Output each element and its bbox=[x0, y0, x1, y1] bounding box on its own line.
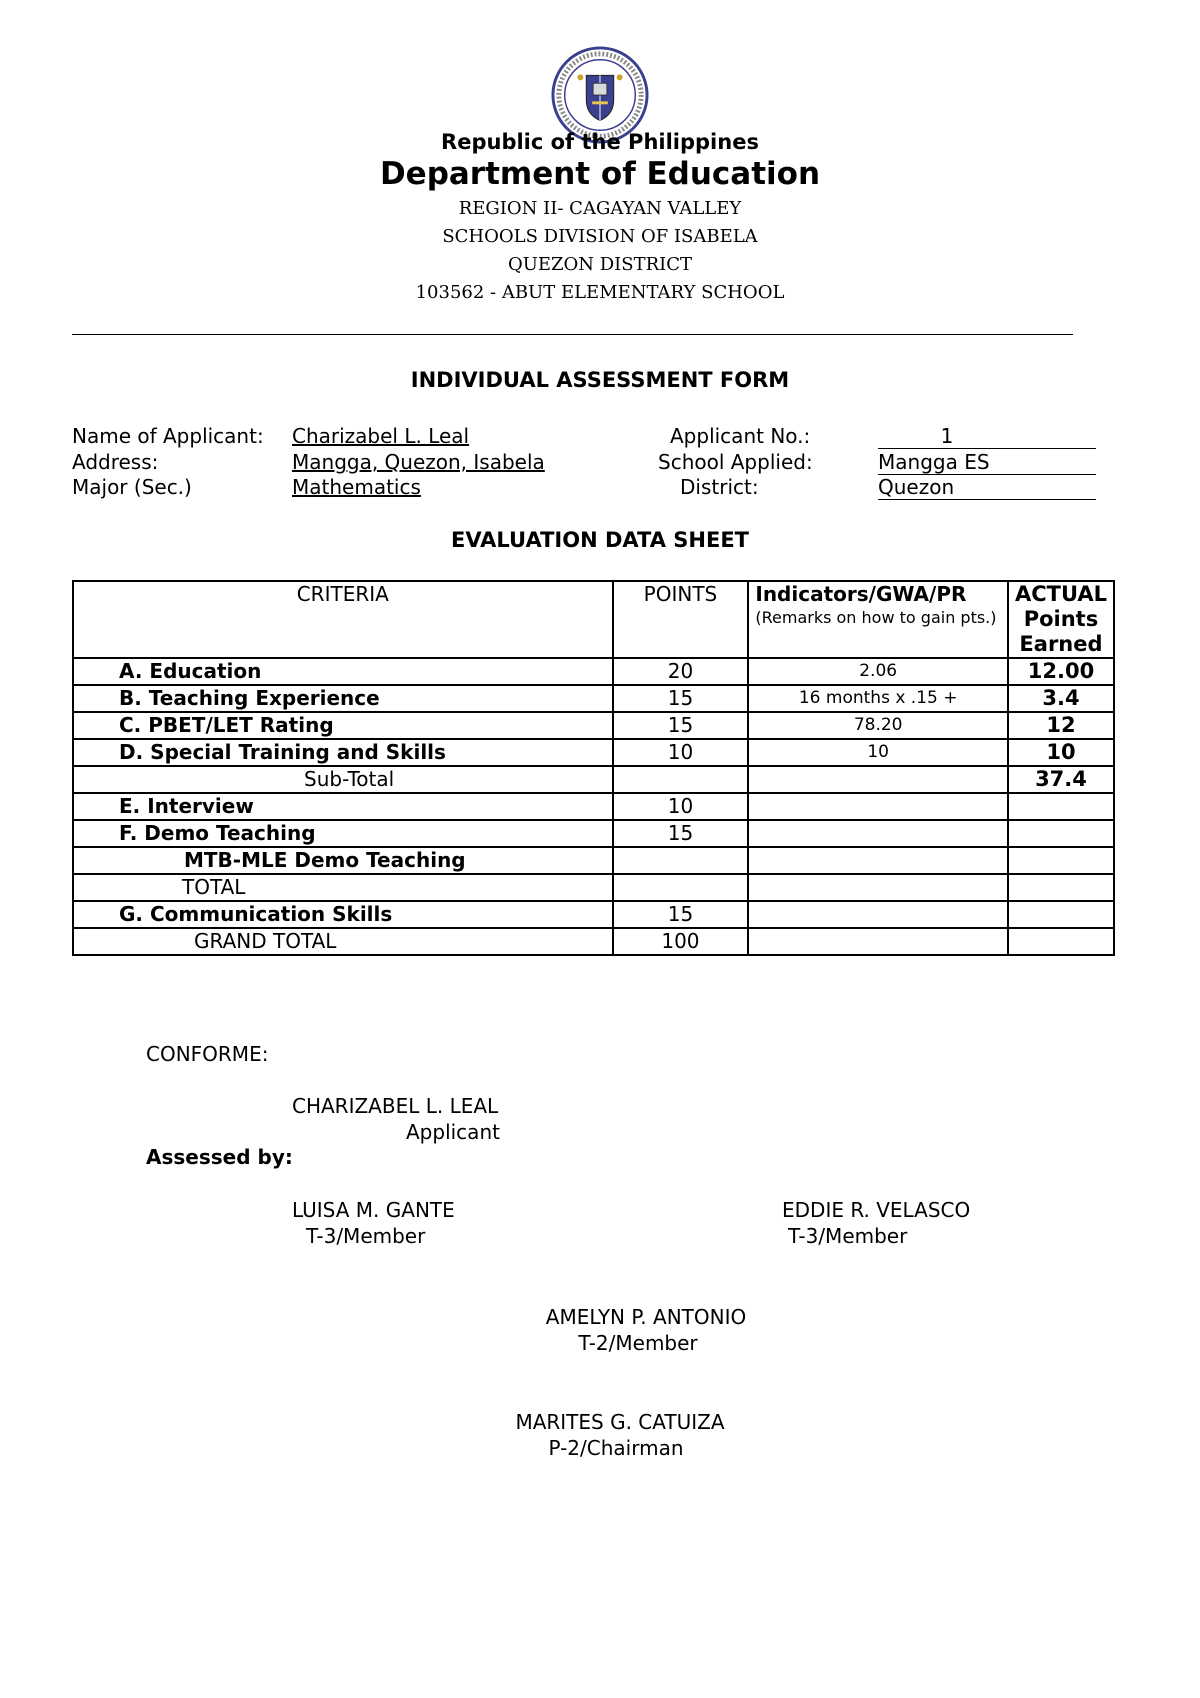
sheet-title: EVALUATION DATA SHEET bbox=[451, 528, 749, 552]
district-line: QUEZON DISTRICT bbox=[507, 254, 693, 275]
department-heading: Department of Education bbox=[379, 156, 821, 192]
form-title: INDIVIDUAL ASSESSMENT FORM bbox=[410, 368, 790, 392]
table-row bbox=[73, 928, 1114, 955]
table-row bbox=[73, 712, 1114, 739]
points-cell: 10 bbox=[613, 739, 749, 766]
member1-role: T-3/Member bbox=[306, 1224, 426, 1248]
indicator-cell: 10 bbox=[748, 739, 1008, 766]
address-value: Mangga, Quezon, Isabela bbox=[292, 450, 545, 474]
applicant-signatory-name: CHARIZABEL L. LEAL bbox=[292, 1094, 499, 1118]
criteria-cell: F. Demo Teaching bbox=[73, 820, 613, 847]
actual-cell bbox=[1008, 847, 1114, 874]
points-cell: 15 bbox=[613, 820, 749, 847]
actual-cell: 10 bbox=[1008, 739, 1114, 766]
table-row bbox=[73, 874, 1114, 901]
division-line: SCHOOLS DIVISION OF ISABELA bbox=[442, 226, 758, 247]
school-applied-value: Mangga ES bbox=[878, 450, 1096, 475]
member2-role: T-3/Member bbox=[788, 1224, 908, 1248]
chairman-role: P-2/Chairman bbox=[548, 1436, 684, 1460]
applicant-number-label: Applicant No.: bbox=[670, 424, 811, 448]
applicant-signatory-role: Applicant bbox=[406, 1120, 500, 1144]
criteria-cell: MTB-MLE Demo Teaching bbox=[73, 847, 613, 874]
points-cell: 10 bbox=[613, 793, 749, 820]
applicant-name-value: Charizabel L. Leal bbox=[292, 424, 470, 448]
actual-cell bbox=[1008, 874, 1114, 901]
points-cell bbox=[613, 874, 749, 901]
indicator-cell bbox=[748, 847, 1008, 874]
major-value: Mathematics bbox=[292, 475, 421, 499]
indicator-cell bbox=[748, 793, 1008, 820]
member3-name: AMELYN P. ANTONIO bbox=[545, 1305, 747, 1329]
district-label: District: bbox=[680, 475, 759, 499]
criteria-cell: A. Education bbox=[73, 658, 613, 685]
table-header-row bbox=[73, 581, 1114, 658]
major-label: Major (Sec.) bbox=[72, 475, 192, 499]
points-header: POINTS bbox=[613, 581, 749, 658]
points-cell: 15 bbox=[613, 712, 749, 739]
criteria-cell: G. Communication Skills bbox=[73, 901, 613, 928]
chairman-name: MARITES G. CATUIZA bbox=[515, 1410, 725, 1434]
indicator-cell bbox=[748, 874, 1008, 901]
indicator-cell bbox=[748, 901, 1008, 928]
criteria-header: CRITERIA bbox=[73, 581, 613, 658]
region-line: REGION II- CAGAYAN VALLEY bbox=[458, 198, 742, 219]
table-row bbox=[73, 685, 1114, 712]
criteria-cell: D. Special Training and Skills bbox=[73, 739, 613, 766]
indicator-cell bbox=[748, 820, 1008, 847]
criteria-cell: E. Interview bbox=[73, 793, 613, 820]
header-divider bbox=[72, 334, 1073, 335]
actual-cell: 37.4 bbox=[1008, 766, 1114, 793]
criteria-cell: Sub-Total bbox=[73, 766, 613, 793]
school-applied-label: School Applied: bbox=[658, 450, 813, 474]
points-cell bbox=[613, 847, 749, 874]
evaluation-table bbox=[72, 580, 1115, 956]
table-row bbox=[73, 847, 1114, 874]
indicator-cell bbox=[748, 766, 1008, 793]
table-row bbox=[73, 766, 1114, 793]
indicators-header bbox=[748, 581, 1008, 658]
criteria-cell: TOTAL bbox=[73, 874, 613, 901]
applicant-number-value: 1 bbox=[878, 424, 1096, 449]
indicator-cell: 78.20 bbox=[748, 712, 1008, 739]
indicator-cell bbox=[748, 928, 1008, 955]
table-row bbox=[73, 793, 1114, 820]
indicator-cell: 16 months x .15 + bbox=[748, 685, 1008, 712]
actual-cell: 12.00 bbox=[1008, 658, 1114, 685]
points-cell: 100 bbox=[613, 928, 749, 955]
table-row bbox=[73, 901, 1114, 928]
school-line: 103562 - ABUT ELEMENTARY SCHOOL bbox=[415, 282, 785, 303]
indicators-header-title: Indicators/GWA/PR bbox=[755, 582, 967, 606]
table-row bbox=[73, 739, 1114, 766]
points-cell: 20 bbox=[613, 658, 749, 685]
name-label: Name of Applicant: bbox=[72, 424, 264, 448]
member3-role: T-2/Member bbox=[578, 1331, 698, 1355]
actual-cell: 12 bbox=[1008, 712, 1114, 739]
member2-name: EDDIE R. VELASCO bbox=[782, 1198, 971, 1222]
criteria-cell: B. Teaching Experience bbox=[73, 685, 613, 712]
actual-cell bbox=[1008, 793, 1114, 820]
table-row bbox=[73, 820, 1114, 847]
indicator-cell: 2.06 bbox=[748, 658, 1008, 685]
actual-cell bbox=[1008, 928, 1114, 955]
actual-cell: 3.4 bbox=[1008, 685, 1114, 712]
criteria-cell: GRAND TOTAL bbox=[73, 928, 613, 955]
criteria-cell: C. PBET/LET Rating bbox=[73, 712, 613, 739]
points-cell bbox=[613, 766, 749, 793]
district-value: Quezon bbox=[878, 475, 1096, 500]
conforme-label: CONFORME: bbox=[146, 1042, 269, 1066]
address-label: Address: bbox=[72, 450, 159, 474]
actual-header: ACTUAL Points Earned bbox=[1008, 581, 1114, 658]
republic-heading: Republic of the Philippines bbox=[441, 130, 759, 154]
indicators-header-note: (Remarks on how to gain pts.) bbox=[755, 608, 997, 627]
points-cell: 15 bbox=[613, 901, 749, 928]
actual-cell bbox=[1008, 820, 1114, 847]
actual-cell bbox=[1008, 901, 1114, 928]
member1-name: LUISA M. GANTE bbox=[292, 1198, 455, 1222]
table-row bbox=[73, 658, 1114, 685]
assessed-by-label: Assessed by: bbox=[146, 1145, 293, 1169]
points-cell: 15 bbox=[613, 685, 749, 712]
